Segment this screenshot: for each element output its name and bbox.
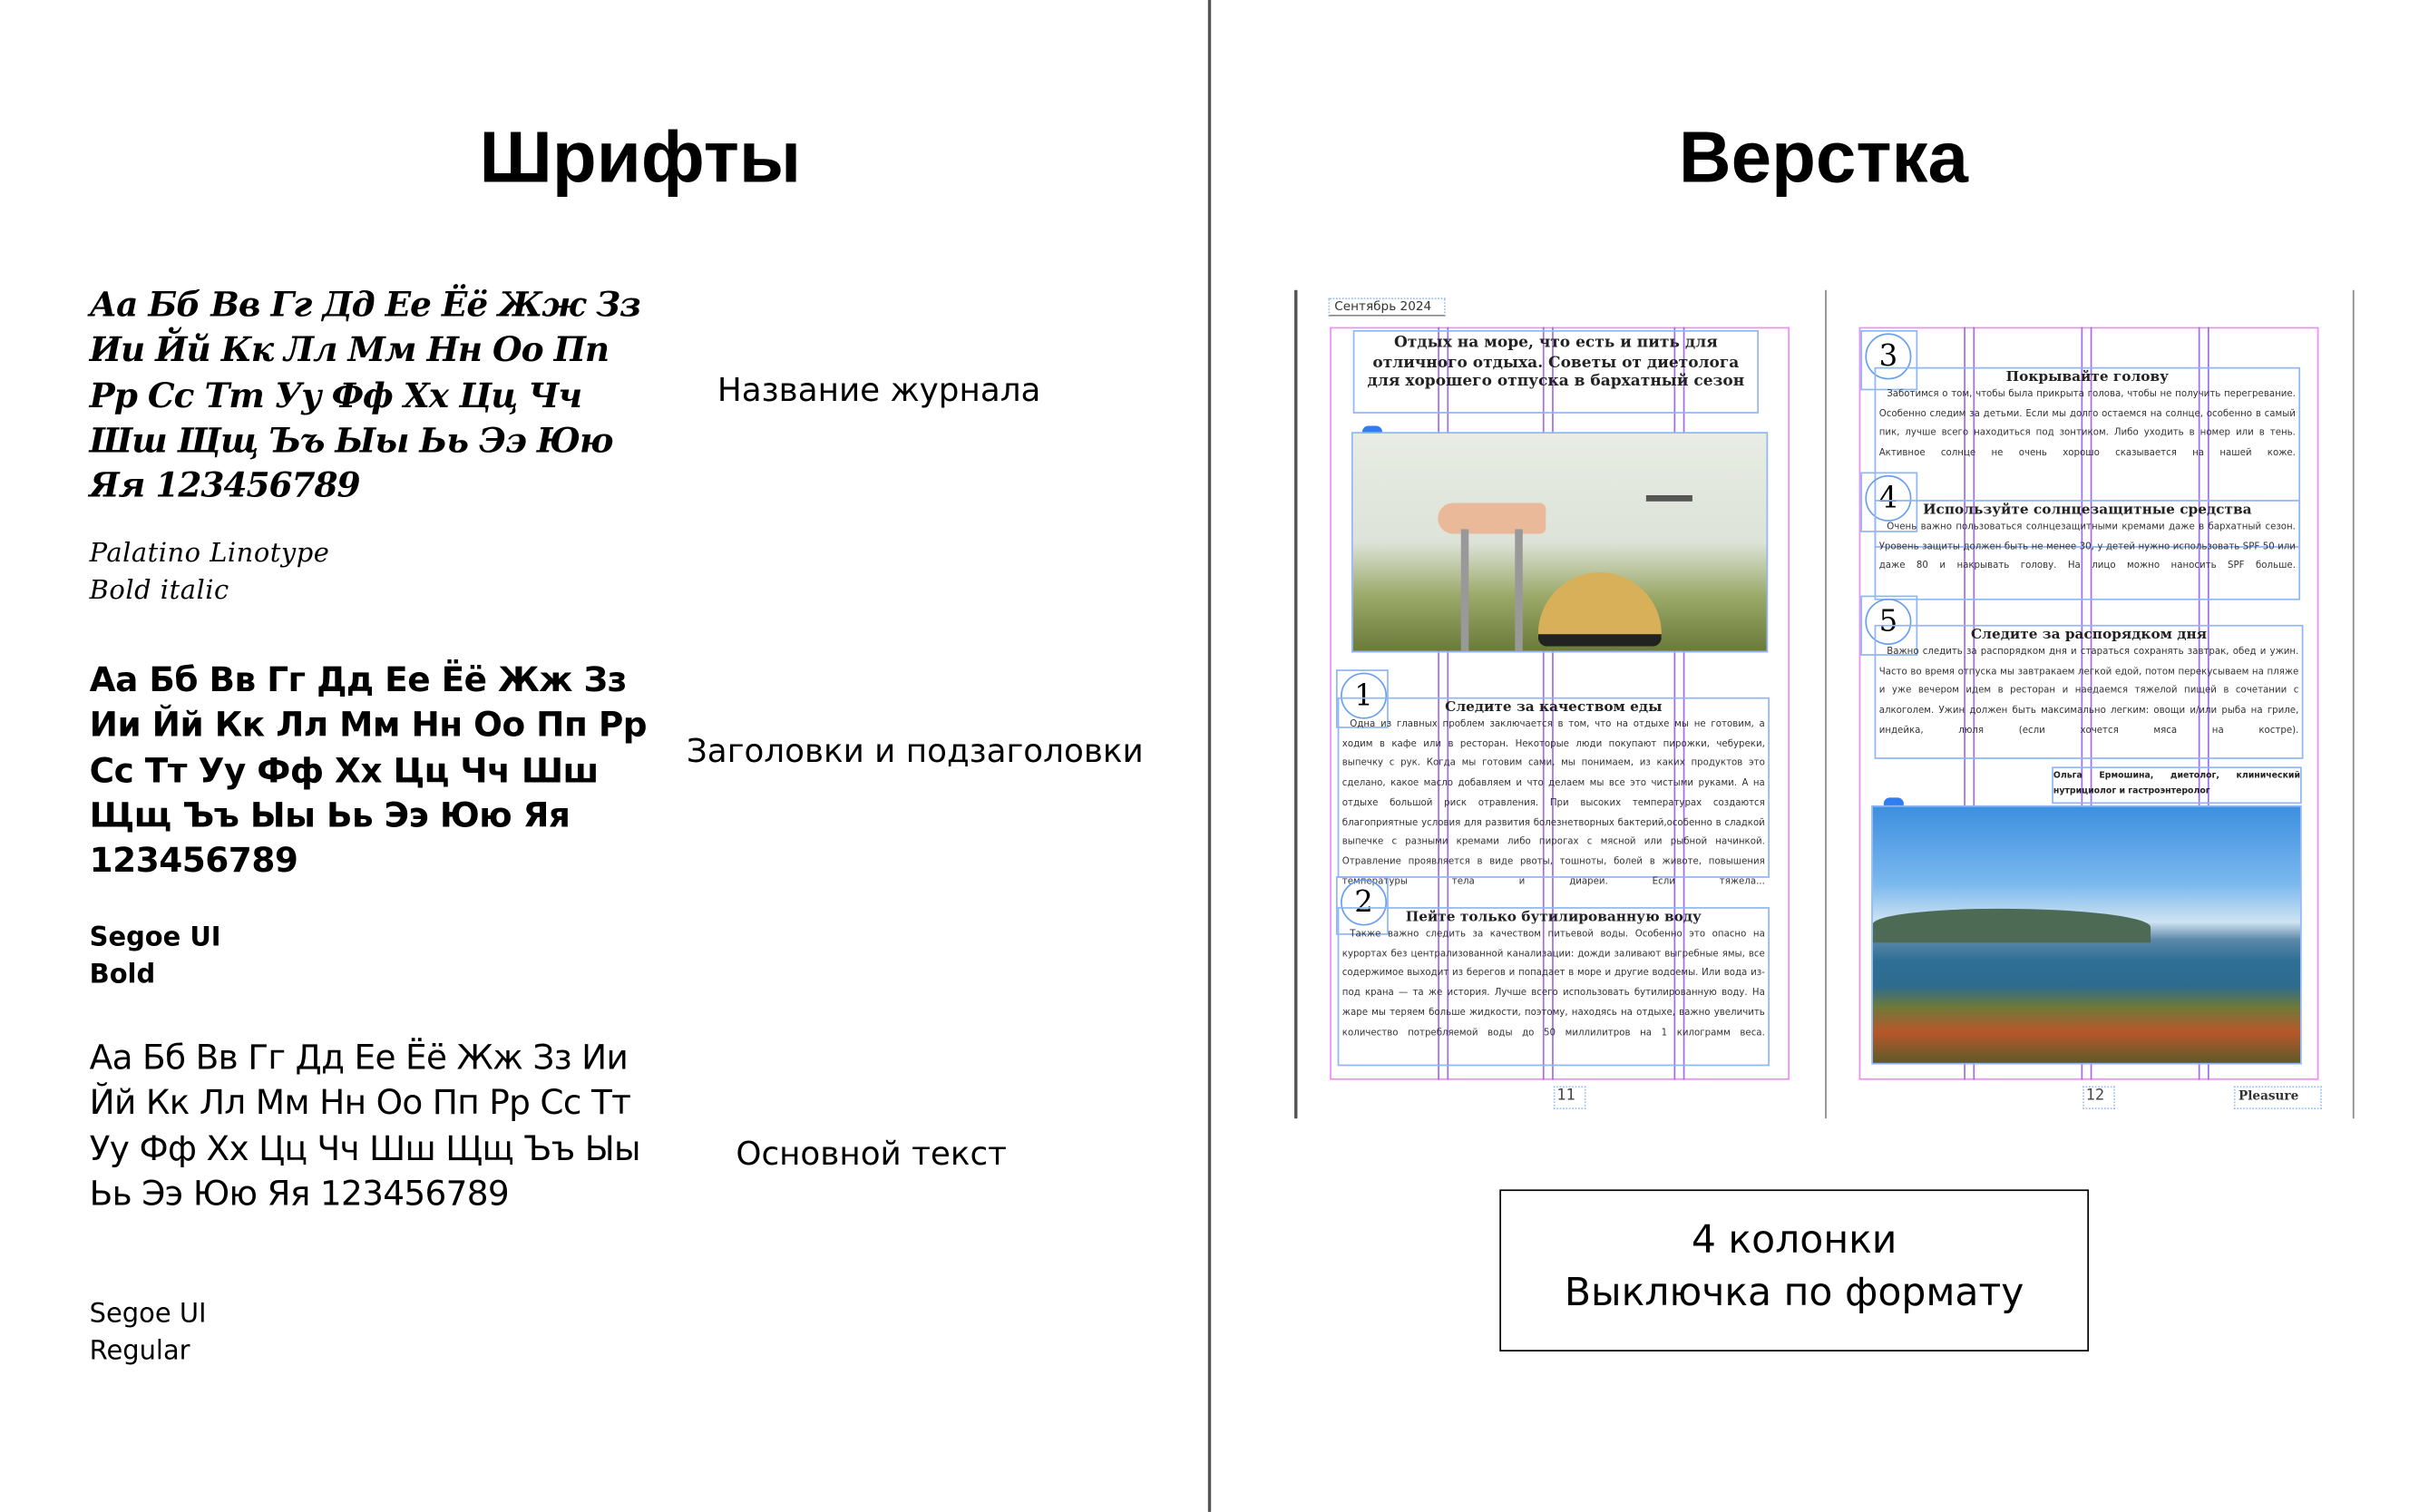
- center-divider: [1208, 0, 1211, 1512]
- palatino-font-name: [90, 537, 330, 610]
- article-headline: Отдых на море, что есть и пить для отличного отдыха. Советы от диетолога для хорошего отпуска в бархатный сезон: [1367, 335, 1745, 391]
- fonts-title: Шрифты: [479, 115, 802, 198]
- page-number-right: 12: [2082, 1086, 2115, 1109]
- font-name: Segoe UI: [89, 1299, 207, 1331]
- font-name: Palatino Linotype: [89, 538, 330, 570]
- section-frame: [1338, 907, 1770, 1066]
- section-heading: Следите за качеством еды: [1445, 700, 1663, 717]
- travel-photo: [1351, 432, 1768, 652]
- spread-fold: [1825, 290, 1827, 1118]
- section-text: Одна из главных проблем заключается в том, что на отдыхе мы не готовим, а ходим в кафе или в ресторан. Некоторые люди покупают пирожки, чебуреки, выпечку с рук. Когда мы готовим сами, мы понимаем, из каких продуктов это сделано, какое масло добавляем и что делаем мы все это чистыми руками. А на отдыхе большой риск отравления. При высоких температурах создаются благоприятные условия для развития болезнетворных бактерий,особенно в сладкой выпечке с разными кремами либо пирогах с мясной или рыбной начинкой. Отравление проявляется в виде рвоты, тошноты, болей в животе, повышения температуры тела и диареи. Если тяжела...: [1341, 718, 1765, 887]
- author-credit: Ольга Ермошина, диетолог, клинический нутрициолог и гастроэнтеролог: [2052, 766, 2302, 804]
- font-style: Bold italic: [89, 574, 229, 606]
- font-style: Bold: [89, 959, 156, 990]
- section-text: Важно следить за распорядком дня и стараться сохранять завтрак, обед и ужин. Часто во время отпуска мы завтракаем легкой едой, потом перекусываем на пляже и уже вечером идем в ресторан и наедаемся тяжелой пищей в сочетании с алкоголем. Ужин должен быть максимально легким: овощи и/или рыба на гриле, индейка, люля (если хочется мяса на костре).: [1878, 646, 2299, 736]
- section-text: Также важно следить за качеством питьевой воды. Особенно это опасно на курортах без централизованной канализации: дожди заливают выгребные ямы, все содержимое выходит из берегов и попадает в море и другие водоемы. Или вода из-под крана — та же история. Лучше всего использовать бутилированную воду. На жаре мы теряем больше жидкости, поэтому, находясь на отдыхе, важно увеличить количество потребляемой воды до 50 миллилитров на 1 килограмм веса.: [1341, 928, 1765, 1038]
- section-frame: [1875, 625, 2304, 759]
- segoe-bold-font-name: [90, 921, 221, 993]
- layout-title: Верстка: [1678, 115, 1969, 198]
- usage-label-body: Основной текст: [736, 1135, 1007, 1173]
- segoe-regular-font-name: [90, 1297, 207, 1370]
- magazine-name: Pleasure: [2234, 1086, 2322, 1109]
- palatino-sample: Аа Бб Вв Гг Дд Ее Ёё Жж Зз Ии Йй Кк Лл Мм Нн Оо Пп Рр Сс Тт Уу Фф Хх Цц Чч Шш Щщ Ъъ Ыы Ьь Ээ Юю Яя 123456789: [89, 285, 640, 507]
- page-number-left: 11: [1554, 1086, 1586, 1109]
- section-frame: [1875, 500, 2300, 600]
- segoe-regular-sample: Аа Бб Вв Гг Дд Ее Ёё Жж Зз Ии Йй Кк Лл Мм Нн Оо Пп Рр Сс Тт Уу Фф Хх Цц Чч Шш Щщ Ъъ Ыы Ьь Ээ Юю Яя 123456789: [89, 1039, 640, 1214]
- section-heading: Покрывайте голову: [2005, 370, 2169, 386]
- usage-label-title: Название журнала: [717, 371, 1041, 409]
- layout-info-box: [1499, 1189, 2089, 1351]
- issue-date: Сентябрь 2024: [1328, 298, 1445, 316]
- headline-frame: [1353, 330, 1759, 414]
- alignment-info: Выключка по формату: [1564, 1269, 2024, 1315]
- section-number: 5: [1865, 599, 1911, 645]
- font-name: Segoe UI: [89, 922, 221, 954]
- segoe-bold-sample: Аа Бб Вв Гг Дд Ее Ёё Жж Зз Ии Йй Кк Лл Мм Нн Оо Пп Рр Сс Тт Уу Фф Хх Цц Чч Шш Щщ Ъъ Ыы Ьь Ээ Юю Яя 123456789: [89, 661, 648, 882]
- spread-left-edge: [1294, 290, 1297, 1118]
- hat-shape: [1538, 572, 1662, 647]
- section-number: 4: [1865, 475, 1911, 522]
- columns-info: 4 колонки: [1691, 1217, 1897, 1263]
- section-number: 3: [1865, 333, 1911, 379]
- section-frame: [1338, 697, 1770, 887]
- section-heading: Пейте только бутилированную воду: [1405, 910, 1702, 926]
- section-text: Заботимся о том, чтобы была прикрыта голова, чтобы не получить перегревание. Особенно следим за детьми. Если мы долго остаемся на солнце, особенно в самый пик, лучше всего находиться под зонтиком. Либо уходить в номер или в тень. Активное солнце не очень хорошо сказывается на нашей коже.: [1878, 388, 2296, 459]
- section-heading: Следите за распорядком дня: [1970, 628, 2208, 644]
- section-heading: Используйте солнцезащитные средства: [1923, 502, 2252, 519]
- section-number: 2: [1341, 880, 1387, 926]
- section-text: Очень важно пользоваться солнцезащитными кремами даже в бархатный сезон. Уровень защиты должен быть не менее 30, у детей нужно использовать SPF 50 или даже 80 и накрывать голову. На лицо можно наносить SPF больше.: [1878, 521, 2296, 572]
- section-number: 1: [1341, 673, 1387, 719]
- spread-right-edge: [2353, 290, 2355, 1118]
- seaside-photo: [1871, 805, 2302, 1065]
- font-style: Regular: [89, 1335, 190, 1367]
- suitcase-handle: [1461, 529, 1523, 652]
- hills-shape: [1873, 909, 2151, 942]
- plane-shape: [1646, 495, 1692, 502]
- usage-label-headings: Заголовки и подзаголовки: [686, 732, 1144, 770]
